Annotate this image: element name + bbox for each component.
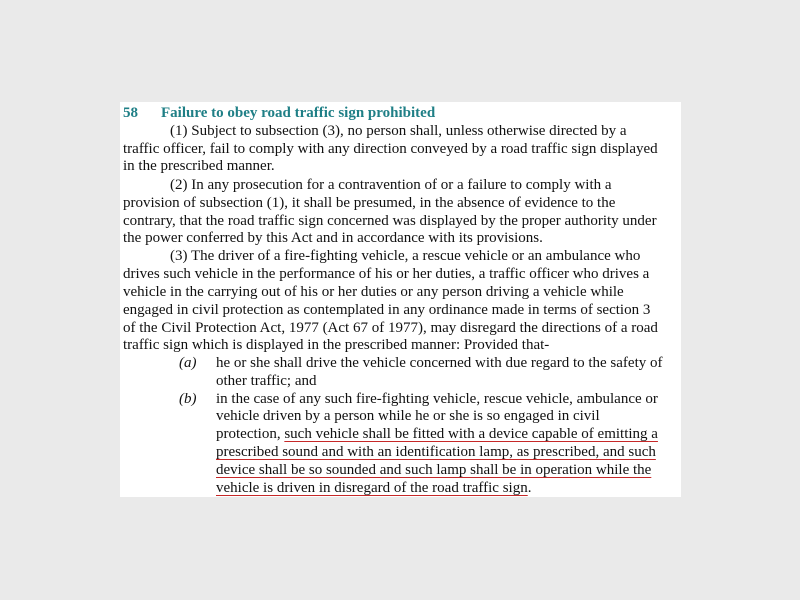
item-b-line-5: [216, 461, 651, 479]
item-b-line-6: [216, 479, 531, 497]
item-a-line-1: he or she shall drive the vehicle concerned with due regard to the safety of: [216, 355, 663, 371]
sub2-line-1: (2) In any prosecution for a contravention of or a failure to comply with a: [170, 177, 612, 193]
sub3-line-3: vehicle in the carrying out of his or her duties or any person driving a vehicle while: [123, 284, 624, 300]
sub1-line-3: in the prescribed manner.: [123, 158, 275, 174]
item-b-label: (b): [179, 391, 197, 407]
sub1-line-2: traffic officer, fail to comply with any direction conveyed by a road traffic sign displayed: [123, 141, 658, 157]
sub3-line-2: drives such vehicle in the performance of his or her duties, a traffic officer who drives a: [123, 266, 650, 282]
item-b-line-6-end: .: [527, 480, 532, 496]
item-b-line-1: in the case of any such fire-fighting vehicle, rescue vehicle, ambulance or: [216, 391, 658, 407]
underlined-text: such vehicle shall be fitted with a device capable of emitting a: [284, 426, 658, 442]
sub3-line-5: of the Civil Protection Act, 1977 (Act 67 of 1977), may disregard the directions of a road: [123, 320, 658, 336]
sub1-line-1: (1) Subject to subsection (3), no person shall, unless otherwise directed by a: [170, 123, 627, 139]
item-a-line-2: other traffic; and: [216, 373, 317, 389]
item-a-label: (a): [179, 355, 197, 371]
sub2-line-2: provision of subsection (1), it shall be presumed, in the absence of evidence to the: [123, 195, 616, 211]
underlined-text: vehicle is driven in disregard of the road traffic sign: [216, 480, 528, 496]
section-heading: [123, 105, 435, 122]
sub2-line-4: the power conferred by this Act and in accordance with its provisions.: [123, 230, 543, 246]
item-b-line-4: [216, 443, 656, 461]
section-number: 58: [123, 105, 138, 121]
sub2-line-3: contrary, that the road traffic sign concerned was displayed by the proper authority under: [123, 213, 657, 229]
section-title: Failure to obey road traffic sign prohibited: [161, 105, 436, 121]
document-page: [120, 102, 681, 497]
underlined-text: prescribed sound and with an identification lamp, as prescribed, and such: [216, 444, 656, 460]
item-b-line-2: vehicle driven by a person while he or she is so engaged in civil: [216, 408, 600, 424]
sub3-line-6: traffic sign which is displayed in the prescribed manner: Provided that-: [123, 337, 550, 353]
sub3-line-1: (3) The driver of a fire-fighting vehicle, a rescue vehicle or an ambulance who: [170, 248, 641, 264]
item-b-line-3-plain: protection,: [216, 426, 285, 442]
underlined-text: device shall be so sounded and such lamp shall be in operation while the: [216, 462, 652, 478]
item-b-line-3: [216, 425, 658, 443]
sub3-line-4: engaged in civil protection as contemplated in any ordinance made in terms of section 3: [123, 302, 651, 318]
